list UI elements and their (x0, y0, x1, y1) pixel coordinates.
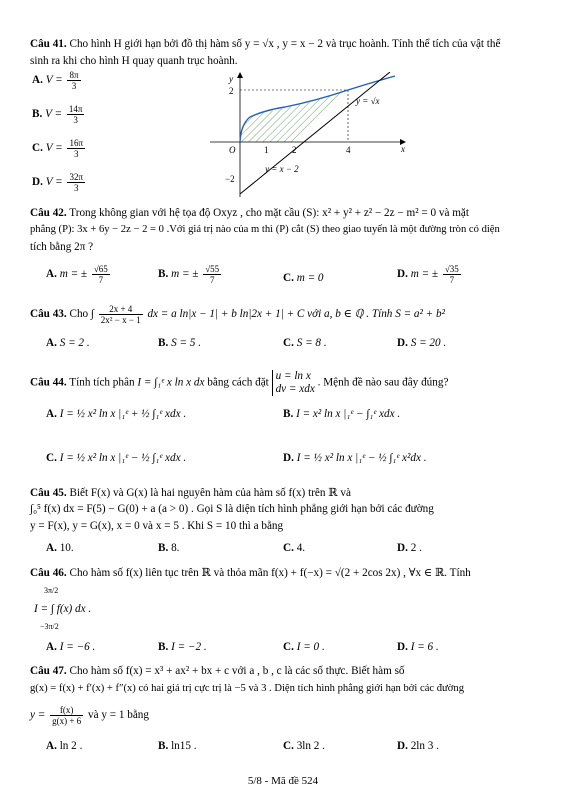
q43-pre: Cho ∫ (69, 308, 94, 321)
option-text: I = x² ln x |₁ᵉ − ∫₁ᵉ xdx . (296, 408, 401, 420)
q42-option-d (397, 264, 463, 285)
q45-option-d (397, 542, 422, 554)
q45-number: Câu 45. (30, 487, 67, 499)
frac-den: g(x) + 6 (52, 716, 82, 726)
tick-y-neg2: −2 (225, 174, 235, 184)
option-letter: D. (397, 740, 408, 752)
q42-option-c (283, 272, 324, 284)
q47-option-a (46, 740, 82, 752)
option-text: I = 0 . (296, 641, 325, 653)
q41-option-b (32, 104, 86, 125)
tick-x-4: 4 (346, 145, 351, 155)
q47-fraction (50, 705, 83, 726)
option-text: m = 0 (296, 272, 324, 284)
q44-text1: Tính tích phân (69, 376, 135, 389)
q44-option-b (283, 408, 400, 420)
option-letter: B. (32, 108, 43, 121)
frac-num: √55 (205, 264, 220, 274)
option-letter: D. (32, 176, 43, 189)
y-axis-arrow (237, 72, 243, 78)
q42-option-b (158, 264, 223, 285)
option-text: ln 2 . (59, 740, 83, 752)
q43-line (30, 304, 445, 325)
q47-option-b (158, 740, 197, 752)
q43-option-d (397, 337, 446, 349)
q41-text1: Cho hình H giới hạn bởi đồ thị hàm số y = √x , y = x − 2 và trục hoành. Tính thể tích của vật thể (69, 38, 501, 50)
q42-option-a (46, 264, 112, 285)
q46-line1 (30, 566, 471, 579)
option-text: I = 6 . (410, 641, 439, 653)
q41-line1 (30, 38, 500, 50)
option-text: S = 8 . (296, 337, 327, 349)
q41-text2: sinh ra khi cho hình H quay quanh trục hoành. (30, 55, 238, 67)
q43-option-c (283, 337, 327, 349)
q42-line1 (30, 207, 469, 219)
q43-post: dx = a ln|x − 1| + b ln|2x + 1| + C với a, b ∈ ℚ . Tính S = a² + b² (147, 308, 445, 321)
q41-graph (205, 72, 410, 200)
hatched-region (240, 90, 348, 142)
q45-line1 (30, 486, 351, 499)
q41-option-a (32, 70, 83, 91)
option-text: S = 2 . (59, 337, 90, 349)
option-letter: C. (283, 641, 294, 653)
option-letter: D. (397, 337, 408, 349)
option-letter: B. (283, 408, 294, 420)
tick-x-1: 1 (264, 145, 269, 155)
q47-number: Câu 47. (30, 665, 67, 677)
frac-num: 8π (69, 70, 79, 80)
option-letter: A. (46, 408, 57, 420)
option-letter: A. (46, 268, 57, 281)
option-letter: C. (283, 272, 294, 284)
q45-option-b (158, 542, 179, 554)
curve2-label: y = x − 2 (265, 164, 299, 174)
option-letter: D. (283, 452, 294, 464)
q46-upper-limit: 3π/2 (44, 586, 59, 595)
option-text: 10. (59, 542, 74, 554)
frac-den: 3 (73, 183, 79, 193)
frac-num: f(x) (50, 705, 83, 716)
q46-option-c (283, 641, 325, 653)
frac-den: 3 (73, 115, 78, 125)
curve1-label: y = √x (356, 96, 380, 106)
q47-option-d (397, 740, 439, 752)
option-letter: C. (32, 142, 43, 155)
option-text: 3ln 2 . (296, 740, 325, 752)
q46-number: Câu 46. (30, 567, 67, 579)
option-letter: A. (32, 74, 43, 87)
option-text: I = −2 . (171, 641, 207, 653)
tick-y-2: 2 (229, 86, 234, 96)
q44-system (272, 370, 315, 396)
q44-option-c (46, 452, 186, 464)
frac-den: 3 (73, 149, 79, 159)
option-text: S = 5 . (171, 337, 201, 349)
q41-option-c (32, 138, 87, 159)
option-text: I = ½ x² ln x |₁ᵉ + ½ ∫₁ᵉ xdx . (59, 408, 187, 420)
q44-number: Câu 44. (30, 376, 67, 389)
q45-text2: ∫₀⁵ f(x) dx = F(5) − G(0) + a (a > 0) . Gọi S là diện tích hình phẳng giới hạn bởi các đường (30, 503, 434, 515)
q47-post: và y = 1 bằng (87, 709, 149, 722)
q46-option-b (158, 641, 207, 653)
frac-num: 32π (69, 172, 84, 182)
q42-number: Câu 42. (30, 207, 67, 219)
option-lhs: V = (45, 176, 63, 189)
q47-line1 (30, 665, 405, 677)
frac-num: √35 (444, 264, 459, 274)
option-letter: D. (397, 542, 408, 554)
q42-text1: Trong không gian với hệ tọa độ Oxyz , cho mặt cầu (S): x² + y² + z² − 2z − m² = 0 và mặt (69, 207, 469, 219)
q42-text2: phẳng (P): 3x + 6y − 2z − 2 = 0 .Với giá trị nào của m thì (P) cắt (S) theo giao tuyến là một đường tròn có diện (30, 224, 500, 235)
q46-option-d (397, 641, 439, 653)
option-text: I = ½ x² ln x |₁ᵉ − ½ ∫₁ᵉ xdx . (59, 452, 187, 464)
q45-text1: Biết F(x) và G(x) là hai nguyên hàm của hàm số f(x) trên ℝ và (69, 487, 351, 499)
option-letter: A. (46, 542, 57, 554)
option-lhs: V = (45, 74, 63, 87)
q42-text3: tích bằng 2π ? (30, 241, 94, 253)
option-letter: C. (283, 337, 294, 349)
option-letter: A. (46, 337, 57, 349)
frac-den: 7 (98, 275, 104, 285)
option-fraction (67, 104, 85, 125)
q46-integral-text: I = ∫ f(x) dx . (34, 603, 92, 615)
q43-option-b (158, 337, 201, 349)
option-letter: B. (158, 542, 169, 554)
q44-option-d (283, 452, 427, 464)
option-fraction (67, 138, 85, 159)
option-text: m = ± (59, 268, 88, 281)
option-letter: A. (46, 641, 57, 653)
y-axis-label: y (229, 74, 233, 84)
frac-num: 14π (68, 104, 83, 114)
q46-option-a (46, 641, 95, 653)
q43-option-a (46, 337, 90, 349)
q45-option-a (46, 542, 74, 554)
q47-text2: g(x) = f(x) + f′(x) + f″(x) có hai giá trị cực trị là −5 và 3 . Diện tích hình phẳng giới hạn bởi các đường (30, 683, 464, 694)
option-letter: D. (397, 268, 408, 281)
frac-den: 3 (71, 81, 77, 91)
q41-option-d (32, 172, 87, 193)
q47-text1: Cho hàm số f(x) = x³ + ax² + bx + c với a , b , c là các số thực. Biết hàm số (69, 665, 405, 677)
frac-den: 2x² − x − 1 (100, 315, 141, 325)
option-text: 4. (296, 542, 306, 554)
option-fraction (67, 172, 85, 193)
q44-text2: bằng cách đặt (207, 376, 269, 389)
q45-option-c (283, 542, 305, 554)
q44-integral: I = ∫₁ᵉ x ln x dx (137, 376, 205, 389)
option-text: m = ± (410, 268, 439, 281)
q44-option-a (46, 408, 186, 420)
frac-den: 7 (449, 275, 455, 285)
option-fraction (92, 264, 110, 285)
q43-number: Câu 43. (30, 308, 67, 321)
q43-fraction (99, 304, 143, 325)
tick-x-2: 2 (292, 145, 297, 155)
origin-label: O (229, 145, 236, 155)
option-lhs: V = (45, 108, 63, 121)
q47-pre: y = (30, 709, 46, 722)
q44-sys2: dv = xdx (275, 383, 315, 395)
frac-den: 7 (209, 275, 215, 285)
option-text: 2 . (410, 542, 422, 554)
frac-num: √65 (93, 264, 108, 274)
option-fraction (443, 264, 461, 285)
option-letter: A. (46, 740, 57, 752)
option-lhs: V = (45, 142, 63, 155)
option-letter: D. (397, 641, 408, 653)
option-fraction (67, 70, 80, 91)
option-letter: C. (283, 542, 294, 554)
option-text: m = ± (171, 268, 199, 281)
option-fraction (203, 264, 221, 285)
q44-text3: . Mệnh đề nào sau đây đúng? (317, 376, 449, 389)
q41-number: Câu 41. (30, 38, 67, 50)
option-text: S = 20 . (410, 337, 447, 349)
option-letter: B. (158, 740, 169, 752)
option-letter: C. (283, 740, 294, 752)
q46-integral (34, 603, 91, 615)
q45-text3: y = F(x), y = G(x), x = 0 và x = 5 . Khi S = 10 thì a bằng (30, 520, 284, 532)
option-text: I = −6 . (59, 641, 96, 653)
option-letter: B. (158, 337, 169, 349)
option-text: ln15 . (171, 740, 197, 752)
option-text: 2ln 3 . (410, 740, 439, 752)
q46-text1: Cho hàm số f(x) liên tục trên ℝ và thỏa mãn f(x) + f(−x) = √(2 + 2cos 2x) , ∀x ∈ ℝ. Tính (69, 567, 471, 579)
q47-line3 (30, 705, 149, 726)
option-text: 8. (171, 542, 180, 554)
q44-sys1: u = ln x (275, 370, 311, 382)
option-letter: B. (158, 641, 169, 653)
q46-lower-limit: −3π/2 (40, 622, 59, 631)
q44-line (30, 370, 448, 396)
frac-num: 16π (69, 138, 84, 148)
page-footer: 5/8 - Mã đề 524 (247, 775, 319, 787)
x-axis-label: x (401, 144, 405, 154)
option-letter: B. (158, 268, 169, 281)
frac-num: 2x + 4 (99, 304, 143, 315)
option-text: I = ½ x² ln x |₁ᵉ − ½ ∫₁ᵉ x²dx . (296, 452, 427, 464)
option-letter: C. (46, 452, 57, 464)
q47-option-c (283, 740, 325, 752)
